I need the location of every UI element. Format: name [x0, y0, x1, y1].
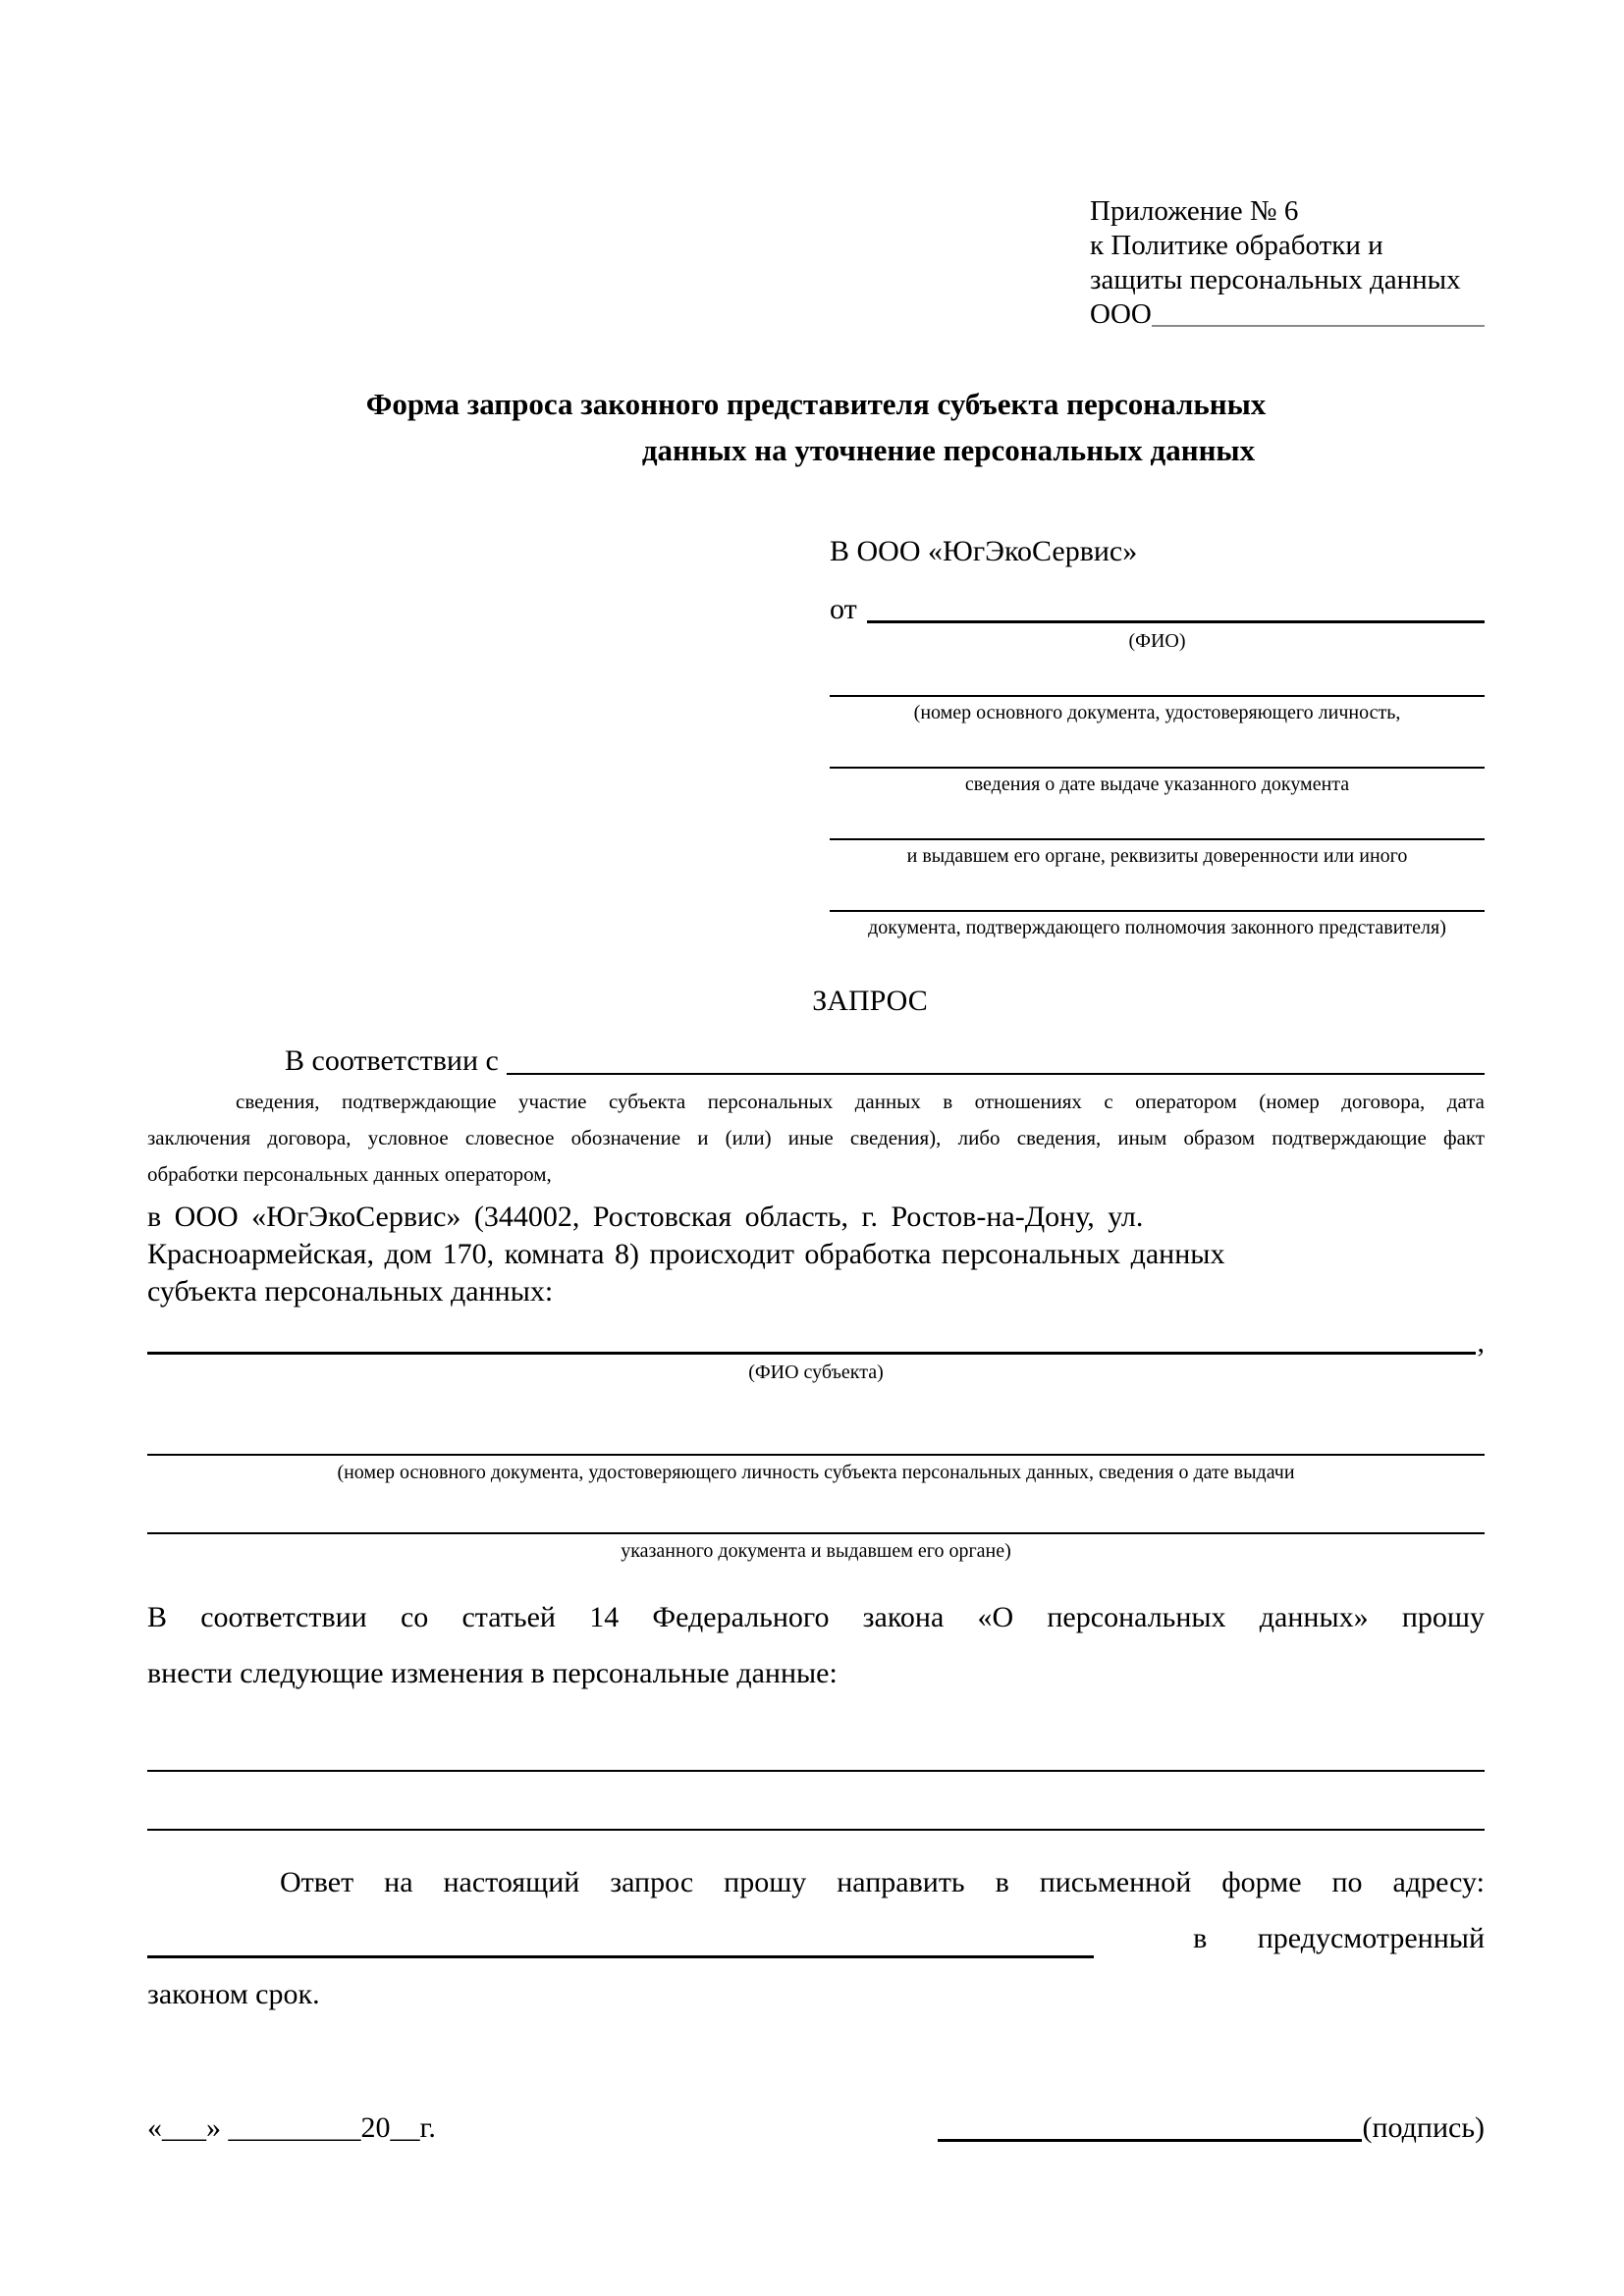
law-paragraph — [147, 1589, 1485, 1701]
subject-document-caption-2: указанного документа и выдавшем его органе) — [621, 1540, 1011, 1562]
form-title-line-2: данных на уточнение персональных данных — [641, 433, 1256, 467]
from-blank-line — [867, 620, 1485, 623]
id-document-caption-4: документа, подтверждающего полномочия законного представителя) — [868, 917, 1446, 938]
blank-line — [830, 739, 1485, 769]
blank-line — [830, 882, 1485, 912]
form-title-line-1: Форма запроса законного представителя субъекта персональных — [365, 387, 1267, 421]
footnote-line-2: заключения договора, условное словесное обозначение и (или) иные сведения), либо сведения, иным образом подтверждающие факт — [147, 1126, 1485, 1149]
ooo-blank-line — [1152, 325, 1485, 327]
footnote-line-3: обработки персональных данных оператором, — [147, 1162, 552, 1186]
subject-document-caption-1: (номер основного документа, удостоверяющего личность субъекта персональных данных, сведения о дате выдачи — [337, 1462, 1295, 1483]
subject-document-blank-line-1 — [147, 1424, 1485, 1456]
ooo-label: ООО — [1090, 298, 1152, 330]
policy-line-2: защиты персональных данных — [1090, 264, 1461, 295]
trailing-comma: , — [1477, 1326, 1485, 1359]
footnote-line-1: сведения, подтверждающие участие субъекта персональных данных в отношениях с оператором (номер договора, дата — [236, 1090, 1485, 1113]
id-document-field-2 — [830, 739, 1485, 797]
operator-line-2: Красноармейская, дом 170, комната 8) происходит обработка персональных данных — [147, 1238, 1225, 1270]
footer — [147, 2109, 1485, 2148]
response-line-1: Ответ на настоящий запрос прошу направить в письменной форме по адресу: — [280, 1866, 1485, 1898]
basis-label: В соответствии с — [285, 1044, 499, 1077]
id-document-field-1 — [830, 667, 1485, 725]
date-line: «___» _________20__г. — [147, 2111, 436, 2144]
form-title — [147, 381, 1485, 473]
signature-field — [938, 2109, 1485, 2148]
law-line-2: внести следующие изменения в персональные данные: — [147, 1657, 838, 1689]
id-document-caption-2: сведения о дате выдаче указанного документа — [964, 774, 1350, 795]
addressee-block — [830, 532, 1485, 940]
subject-fio-field — [147, 1326, 1485, 1360]
basis-footnote — [147, 1084, 1485, 1193]
id-document-caption-3: и выдавшем его органе, реквизиты доверенности или иного — [906, 845, 1408, 867]
operator-line-1: в ООО «ЮгЭкоСервис» (344002, Ростовская область, г. Ростов-на-Дону, ул. — [147, 1201, 1144, 1233]
subject-fio-caption: (ФИО субъекта) — [748, 1362, 884, 1383]
addressee-company: В ООО «ЮгЭкоСервис» — [830, 535, 1138, 567]
blank-line — [830, 667, 1485, 697]
signature-caption: (подпись) — [1362, 2111, 1485, 2144]
id-document-caption-1: (номер основного документа, удостоверяющего личность, — [913, 702, 1401, 723]
basis-field — [147, 1042, 1485, 1080]
subject-fio-blank-line — [147, 1352, 1476, 1355]
law-line-1: В соответствии со статьей 14 Федерального закона «О персональных данных» прошу — [147, 1601, 1485, 1633]
from-field — [830, 591, 1485, 628]
signature-blank-line — [938, 2139, 1362, 2142]
operator-paragraph — [147, 1199, 1485, 1310]
changes-blank-line-1 — [147, 1740, 1485, 1772]
response-line-2: в предусмотренный — [1193, 1922, 1485, 1954]
address-blank-line — [147, 1955, 1094, 1958]
id-document-field-3 — [830, 811, 1485, 869]
id-document-field-4 — [830, 882, 1485, 940]
request-heading: ЗАПРОС — [812, 985, 928, 1017]
subject-document-blank-line-2 — [147, 1503, 1485, 1534]
operator-line-3: субъекта персональных данных: — [147, 1275, 554, 1308]
basis-blank-line — [507, 1073, 1485, 1075]
appendix-number: Приложение № 6 — [1090, 195, 1299, 227]
response-address-field — [147, 1910, 1485, 1966]
response-line-3: законом срок. — [147, 1978, 320, 2010]
from-label: от — [830, 593, 857, 625]
changes-blank-line-2 — [147, 1799, 1485, 1831]
appendix-header — [1090, 194, 1485, 332]
blank-line — [830, 811, 1485, 840]
fio-caption: (ФИО) — [1128, 630, 1186, 652]
policy-line-1: к Политике обработки и — [1090, 230, 1383, 261]
